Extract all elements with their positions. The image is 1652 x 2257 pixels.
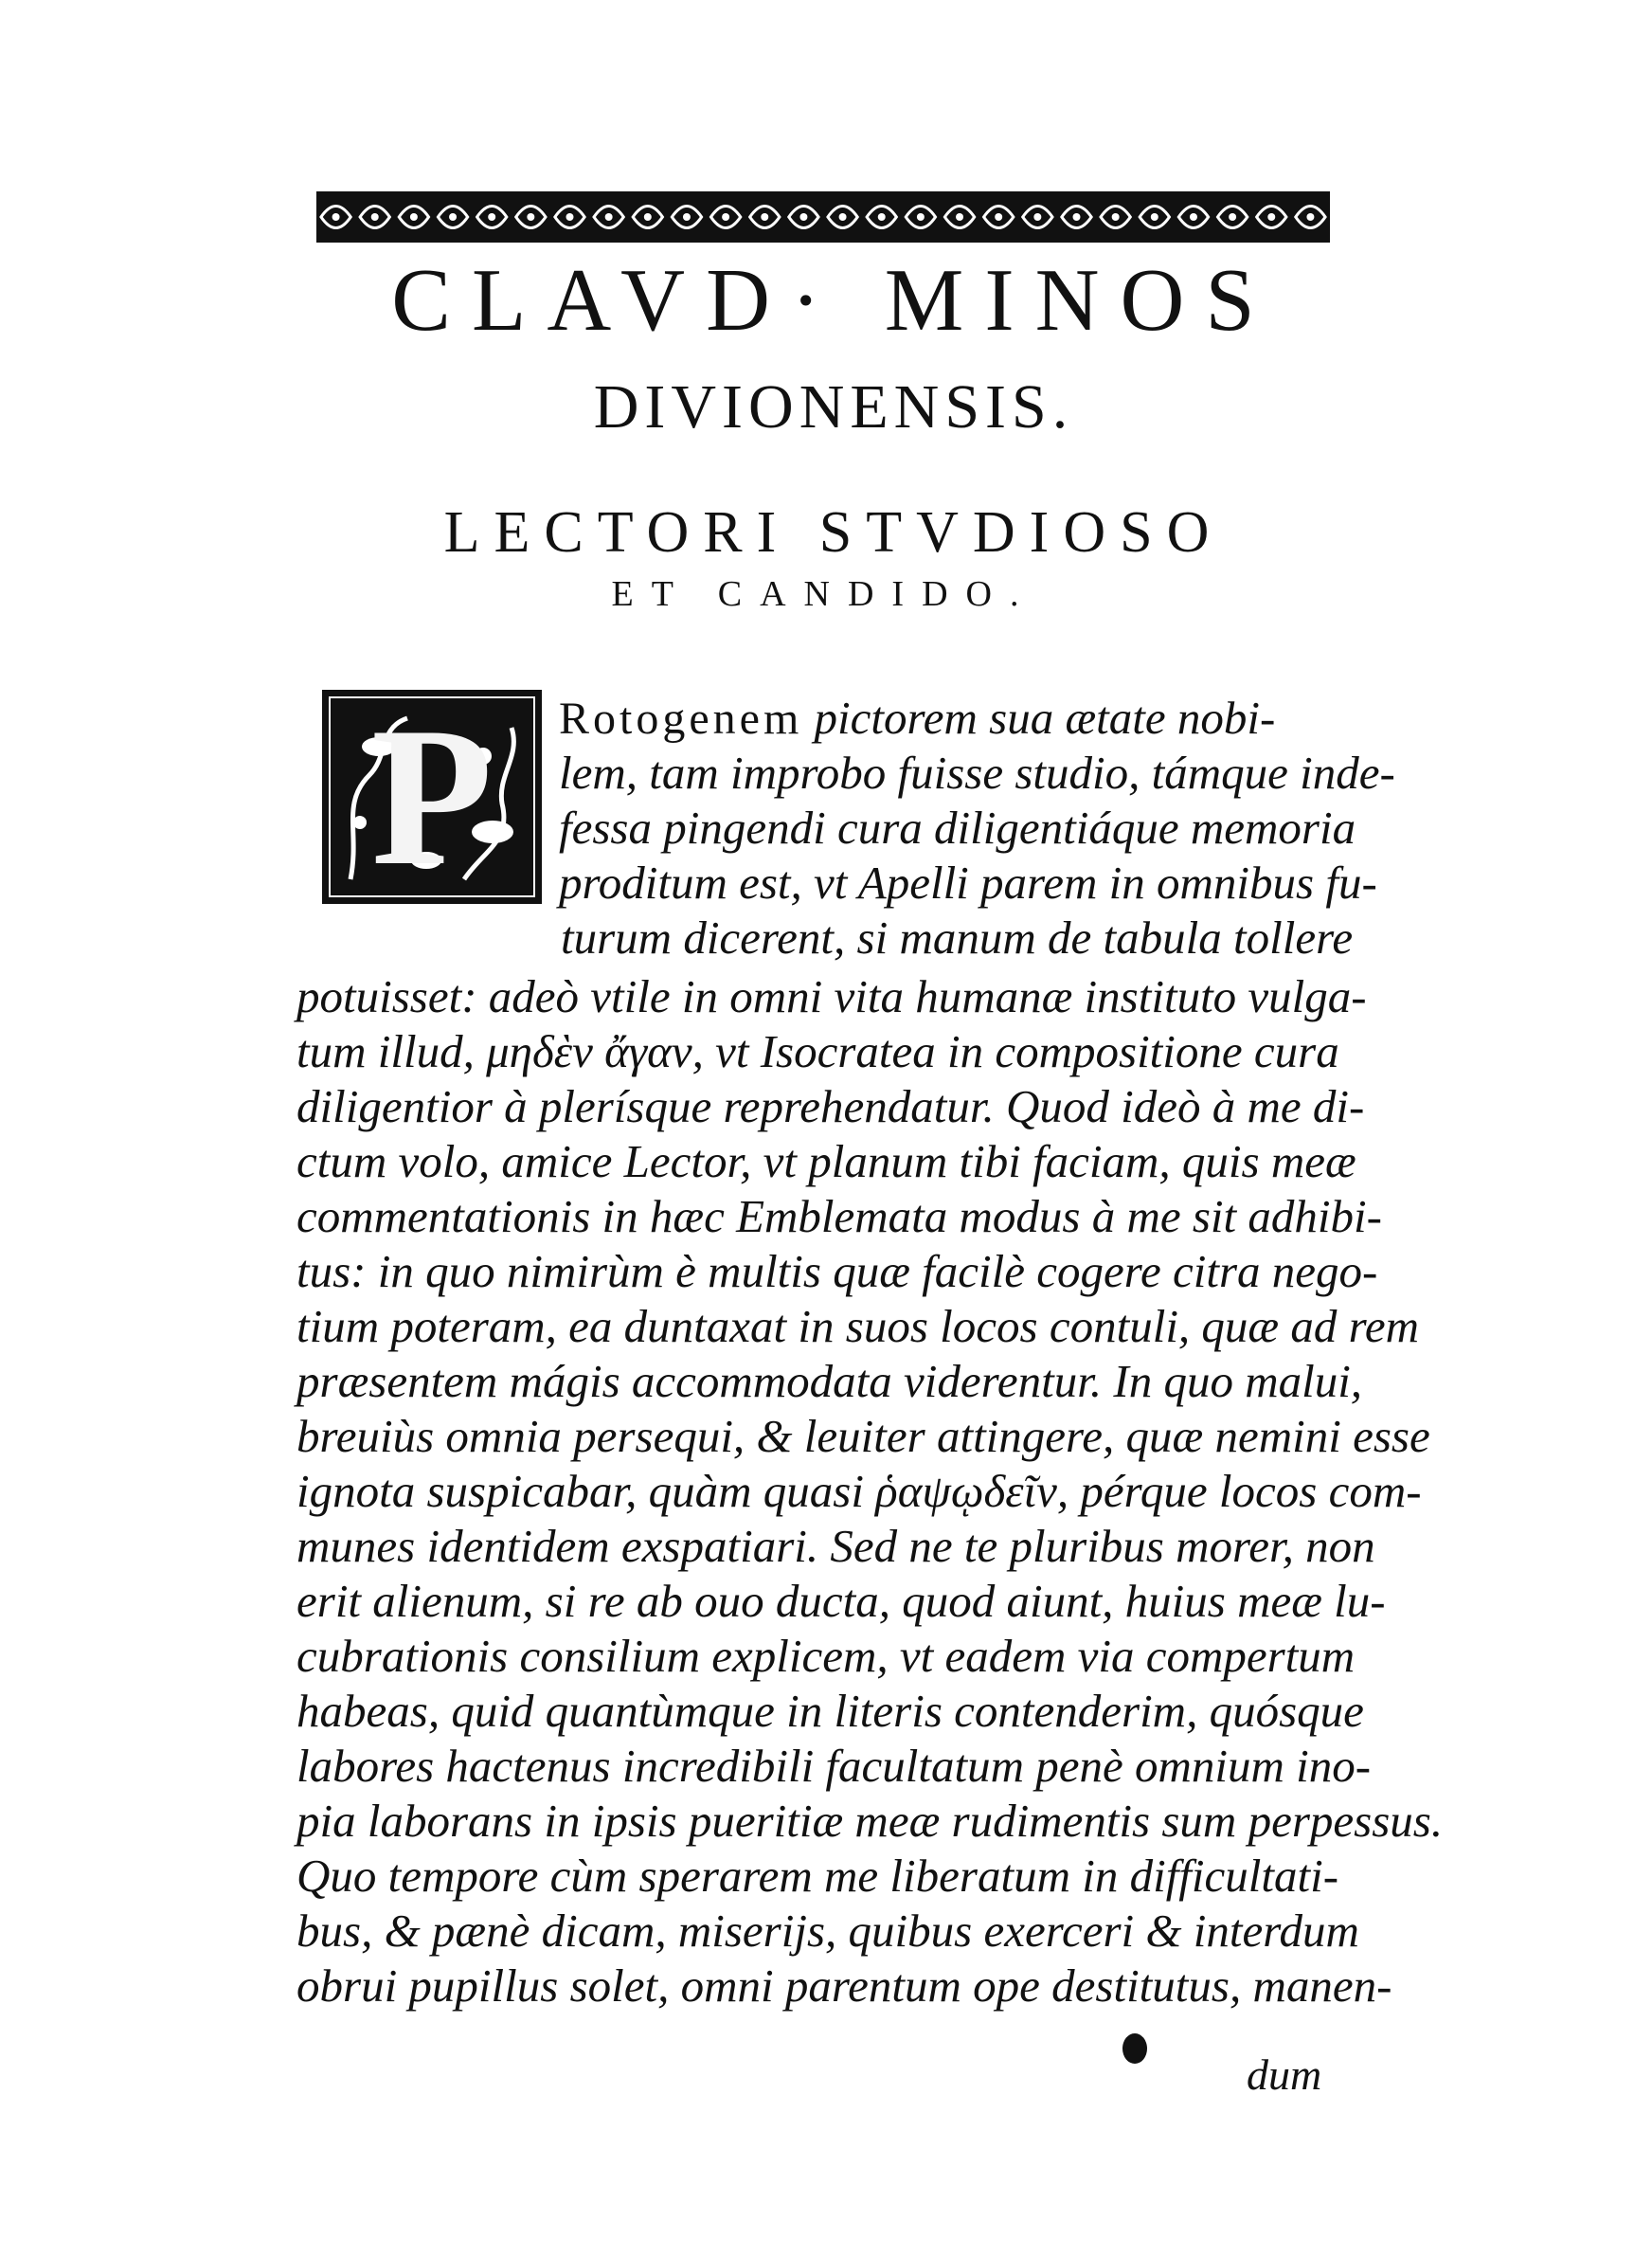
ornament-dot (878, 213, 886, 221)
text-line-22: Quo tempore cùm sperarem me liberatum in difficultati- (296, 1850, 1339, 1902)
ornament-dot (566, 213, 574, 221)
ornament-dot (1190, 213, 1197, 221)
text-line-3: fessa pingendi cura diligentiáque memoria (559, 802, 1356, 854)
text-line-14: breuiùs omnia persequi, & leuiter attingere, quæ nemini esse (296, 1410, 1430, 1462)
ornament-dot (917, 213, 925, 221)
text-line-5: turum dicerent, si manum de tabula tollere (561, 912, 1354, 964)
ornament-dot (1267, 213, 1275, 221)
ornament-dot (527, 213, 534, 221)
opening-word: Rotogenem (559, 694, 803, 744)
ornament-dot (410, 213, 418, 221)
text-line-6: potuisset: adeò vtile in omni vita humanæ instituto vulga- (296, 970, 1367, 1022)
text-line-8: diligentior à plerísque reprehendatur. Quod ideò à me di- (296, 1080, 1365, 1132)
ornament-dot (1306, 213, 1314, 221)
ornament-dot (956, 213, 963, 221)
text-line-1 (559, 690, 1275, 748)
ornament-dot (683, 213, 691, 221)
text-line-13: præsentem mágis accommodata viderentur. In quo malui, (296, 1355, 1363, 1407)
text-line-12: tium poteram, ea duntaxat in suos locos contuli, quæ ad rem (296, 1300, 1419, 1352)
text-line-15: ignota suspicabar, quàm quasi ῥαψῳδεῖν, pérque locos com- (296, 1465, 1422, 1517)
text-line-19: habeas, quid quantùmque in literis contenderim, quósque (296, 1685, 1364, 1737)
ornament-dot (449, 213, 457, 221)
ornament-dot (605, 213, 613, 221)
text-line-10: commentationis in hæc Emblemata modus à me sit adhibi- (296, 1190, 1382, 1242)
dedication-subheading: ET CANDIDO. (611, 574, 1037, 614)
drop-cap (322, 687, 542, 907)
catchword: dum (1247, 2050, 1322, 2099)
ornament-dot (1073, 213, 1081, 221)
ornament-dot (1229, 213, 1236, 221)
author-origin: DIVIONENSIS. (593, 372, 1074, 442)
text-line-21: pia laborans in ipsis pueritiæ meæ rudimentis sum perpessus. (296, 1795, 1444, 1847)
ornament-dot (761, 213, 768, 221)
ornament-dot (799, 213, 807, 221)
text-line-20: labores hactenus incredibili facultatum penè omnium ino- (296, 1740, 1372, 1792)
text-line-2: lem, tam improbo fuisse studio, támque inde- (559, 747, 1395, 799)
ornament-dot (644, 213, 652, 221)
text-line-16: munes identidem exspatiari. Sed ne te pluribus morer, non (296, 1520, 1375, 1572)
author-name: CLAVD· MINOS (391, 251, 1276, 350)
text-line-9: ctum volo, amice Lector, vt planum tibi faciam, quis meæ (296, 1135, 1356, 1187)
text-line-17: erit alienum, si re ab ouo ducta, quod aiunt, huius meæ lu- (296, 1575, 1386, 1627)
ornament-dot (1033, 213, 1041, 221)
ornament-dot (722, 213, 729, 221)
ornament-dot (995, 213, 1002, 221)
text-line-1-rest: pictorem sua ætate nobi- (814, 692, 1276, 744)
ornament-dot (332, 213, 340, 221)
dedication-heading: LECTORI STVDIOSO (443, 500, 1224, 565)
text-line-4: proditum est, vt Apelli parem in omnibus fu- (559, 857, 1377, 909)
ornament-dot (1151, 213, 1158, 221)
drop-cap-letter: P (370, 687, 494, 907)
ornament-band (316, 190, 1330, 244)
text-line-23: bus, & pænè dicam, miserijs, quibus exerceri & interdum (296, 1905, 1359, 1957)
ornament-dot (371, 213, 379, 221)
text-line-11: tus: in quo nimirùm è multis quæ facilè cogere citra nego- (296, 1245, 1378, 1297)
text-line-7: tum illud, μηδὲν ἄγαν, vt Isocratea in compositione cura (296, 1025, 1339, 1077)
ornament-dot (839, 213, 847, 221)
ornament-dot (1112, 213, 1120, 221)
ornament-dot (488, 213, 495, 221)
text-line-18: cubrationis consilium explicem, vt eadem via compertum (296, 1630, 1356, 1682)
text-line-24: obrui pupillus solet, omni parentum ope destitutus, manen- (296, 1959, 1392, 2012)
ink-blot (1116, 2030, 1154, 2067)
